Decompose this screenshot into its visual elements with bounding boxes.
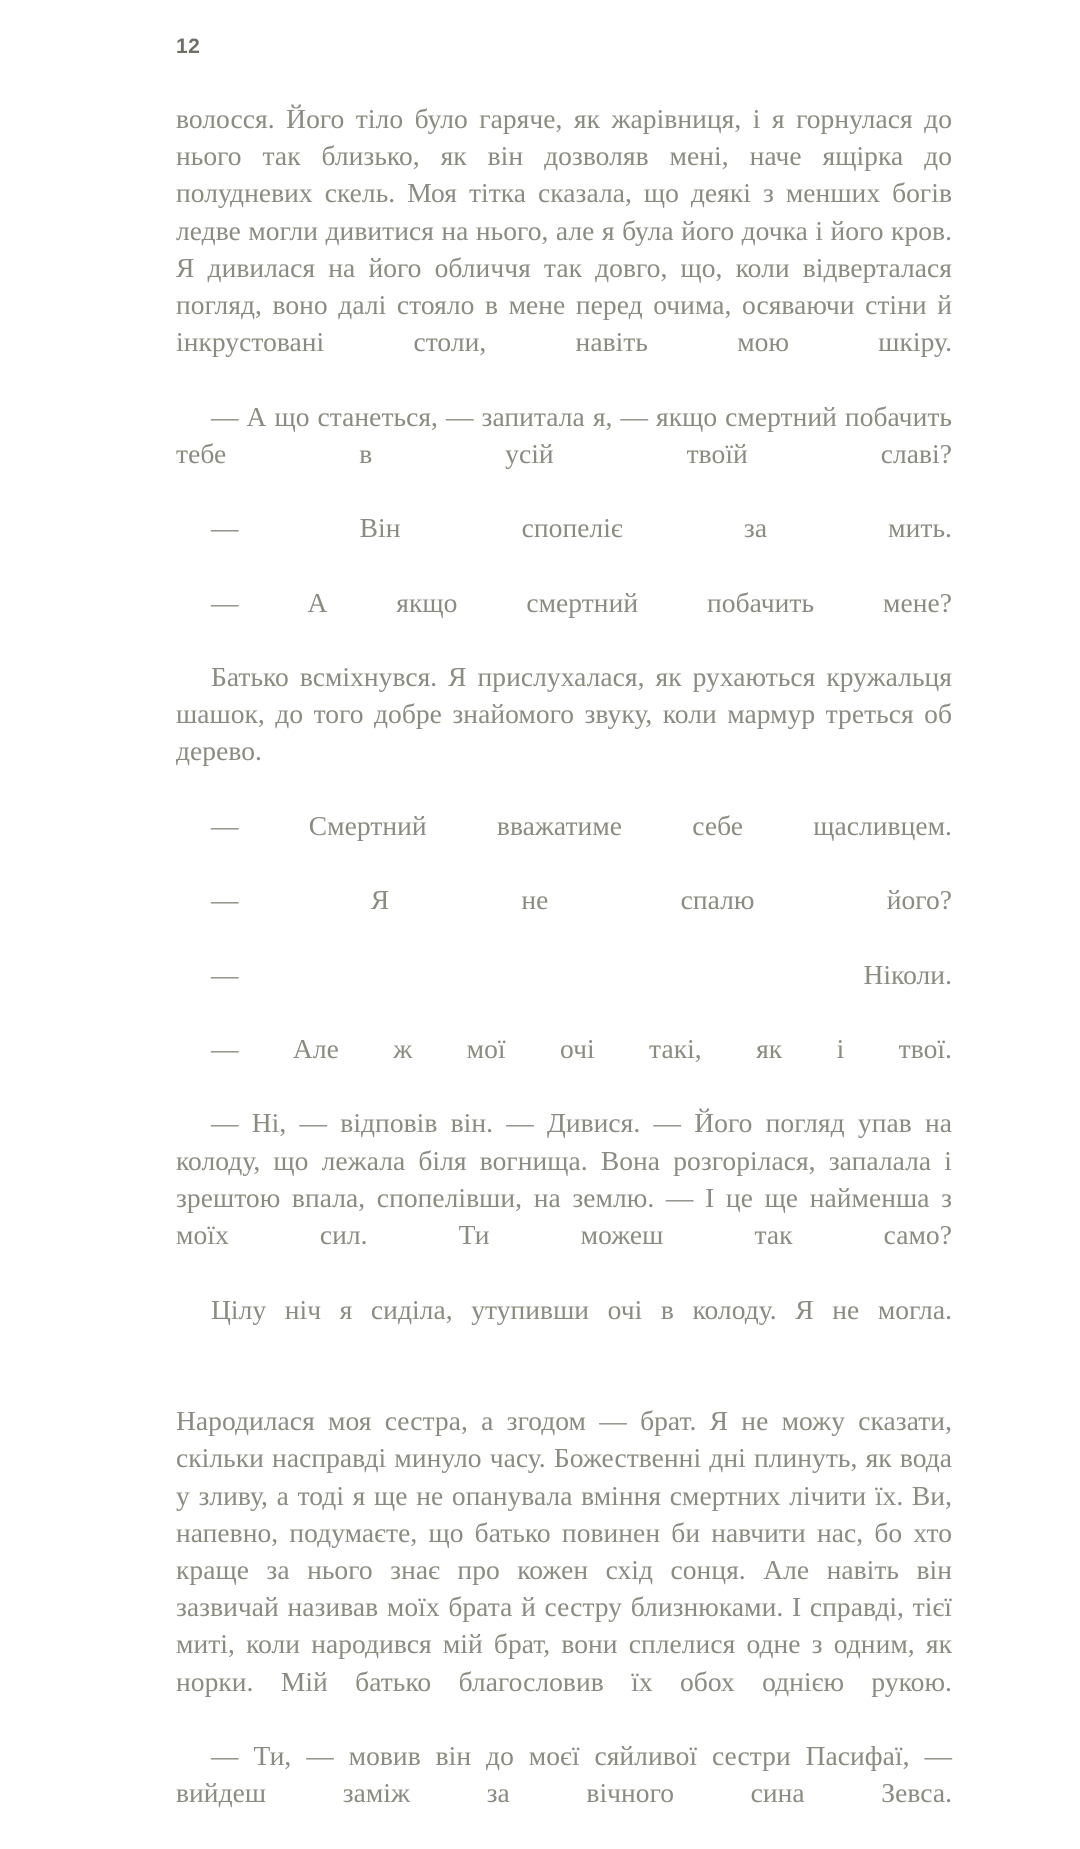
- paragraph: Народилася моя сестра, а згодом — брат. Я не можу сказати, скільки насправді минуло часу. Божественні дні плинуть, як вода у зливу, а тоді я ще не опанувала вміння смертних лічити їх. Ви, напевно, подумаєте, що батько повинен би навчити нас, бо хто краще за нього знає про кожен схід сонця. Але навіть він зазвичай називав моїх брата й сестру близнюками. І справді, тієї миті, коли народився мій брат, вони сплелися одне з одним, як норки. Мій батько благословив їх обох однією рукою.: [176, 1405, 952, 1697]
- dialogue-line: — А якщо смертний побачить мене?: [211, 586, 952, 618]
- dialogue-line: — Ти, — мовив він до моєї сяйливої сестри Пасифаї, — вийдеш заміж за вічного сина Зевса.: [176, 1739, 952, 1809]
- paragraph: Цілу ніч я сиділа, утупивши очі в колоду. Я не могла.: [211, 1293, 952, 1325]
- dialogue-line: — Смертний вважатиме себе щасливцем.: [211, 809, 952, 841]
- dialogue-line: — Ніколи.: [211, 958, 952, 990]
- paragraph: Батько всміхнувся. Я прислухалася, як рухаються кружальця шашок, до того добре знайомого звуку, коли мармур треться об дерево.: [176, 661, 952, 767]
- dialogue-line: — Я не спалю його?: [211, 884, 952, 916]
- dialogue-line: — А що станеться, — запитала я, — якщо смертний побачить тебе в усій твоїй славі?: [176, 400, 952, 469]
- text-block: [176, 100, 952, 1849]
- dialogue-line: — Ні, — відповів він. — Дивися. — Його погляд упав на колоду, що лежала біля вогнища. Вона розгорілася, запалала і зрештою впала, спопелівши, на землю. — І це ще найменша з моїх сил. Ти можеш так само?: [176, 1107, 952, 1251]
- section-lower: [176, 1402, 952, 1848]
- section-upper: [176, 100, 952, 1365]
- dialogue-line: — Він спопеліє за мить.: [211, 512, 952, 544]
- paragraph: волосся. Його тіло було гаряче, як жарівниця, і я горнулася до нього так близько, як він дозволяв мені, наче ящірка до полудневих скель. Моя тітка сказала, що деякі з менших богів ледве могли дивитися на нього, але я була його дочка і його кров. Я дивилася на його обличчя так довго, що, коли відверталася погляд, воно далі стояло в мене перед очима, осяваючи стіни й інкрустовані столи, навіть мою шкіру.: [176, 103, 952, 358]
- dialogue-line: — Але ж мої очі такі, як і твої.: [211, 1033, 952, 1065]
- section-divider: [176, 1365, 952, 1402]
- page-number: 12: [176, 35, 201, 58]
